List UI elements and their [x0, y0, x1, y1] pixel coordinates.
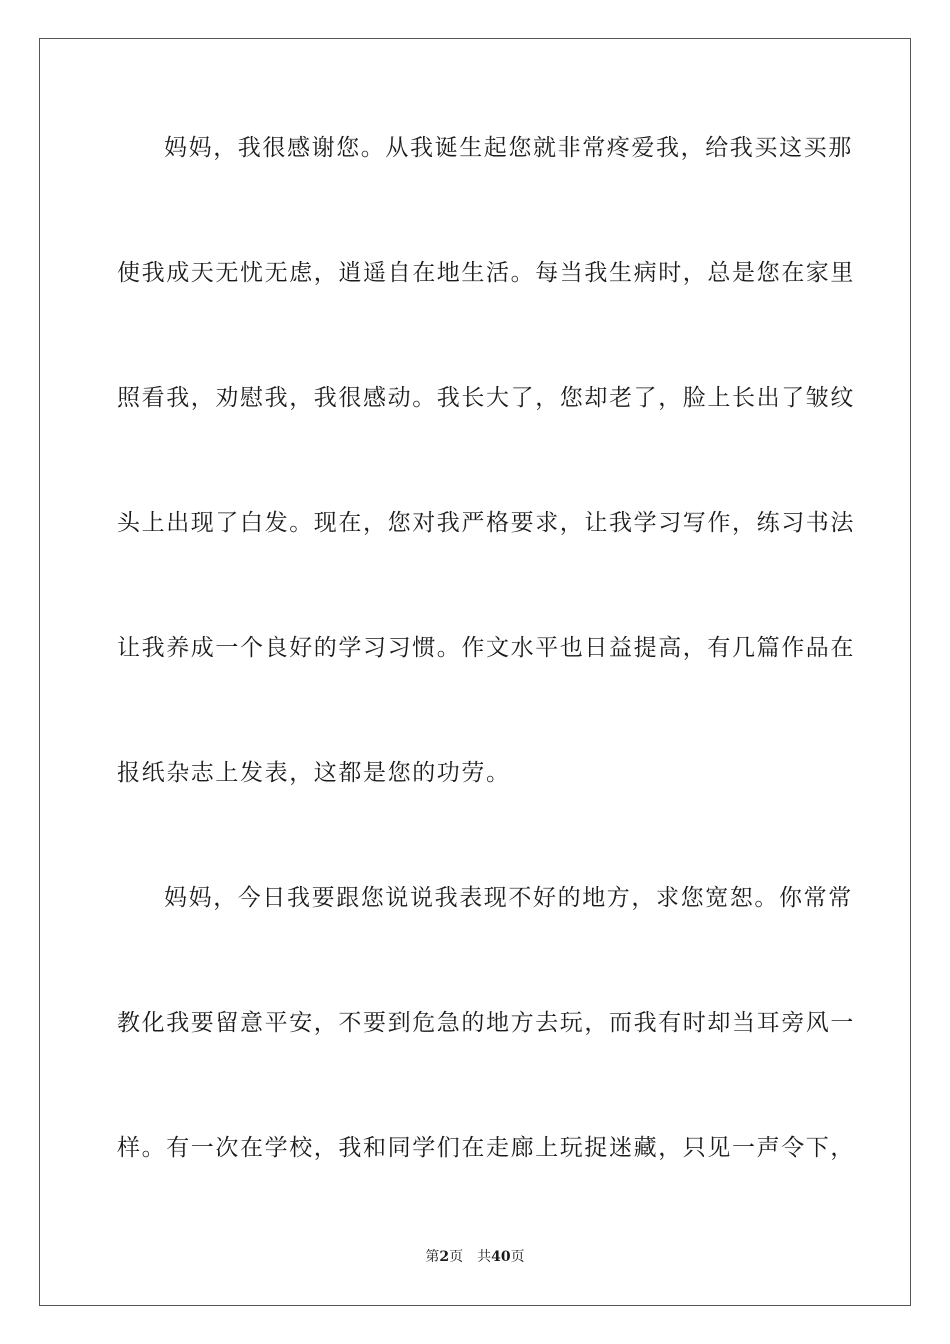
paragraph-2-line-3: 样。有一次在学校，我和同学们在走廊上玩捉迷藏，只见一声令下，	[117, 1135, 855, 1161]
paragraph-1-line-2: 使我成天无忧无虑，逍遥自在地生活。每当我生病时，总是您在家里	[117, 260, 855, 286]
total-prefix: 共	[477, 1249, 492, 1265]
page-frame	[39, 38, 911, 1306]
total-pages: 40	[491, 1249, 511, 1265]
paragraph-1-line-1: 妈妈，我很感谢您。从我诞生起您就非常疼爱我，给我买这买那	[164, 135, 853, 161]
page-prefix: 第	[425, 1249, 440, 1265]
paragraph-2-line-1: 妈妈，今日我要跟您说说我表现不好的地方，求您宽恕。你常常	[164, 885, 853, 911]
page-suffix: 页	[449, 1249, 464, 1265]
page-number: 2	[439, 1249, 450, 1265]
paragraph-1-line-3: 照看我，劝慰我，我很感动。我长大了，您却老了，脸上长出了皱纹	[117, 385, 855, 411]
total-suffix: 页	[510, 1249, 525, 1265]
paragraph-1-line-5: 让我养成一个良好的学习习惯。作文水平也日益提高，有几篇作品在	[117, 635, 855, 661]
paragraph-1-line-6: 报纸杂志上发表，这都是您的功劳。	[117, 760, 511, 786]
paragraph-2-line-2: 教化我要留意平安，不要到危急的地方去玩，而我有时却当耳旁风一	[117, 1010, 855, 1036]
page-footer	[0, 1248, 950, 1266]
paragraph-1-line-4: 头上出现了白发。现在，您对我严格要求，让我学习写作，练习书法	[117, 510, 855, 536]
